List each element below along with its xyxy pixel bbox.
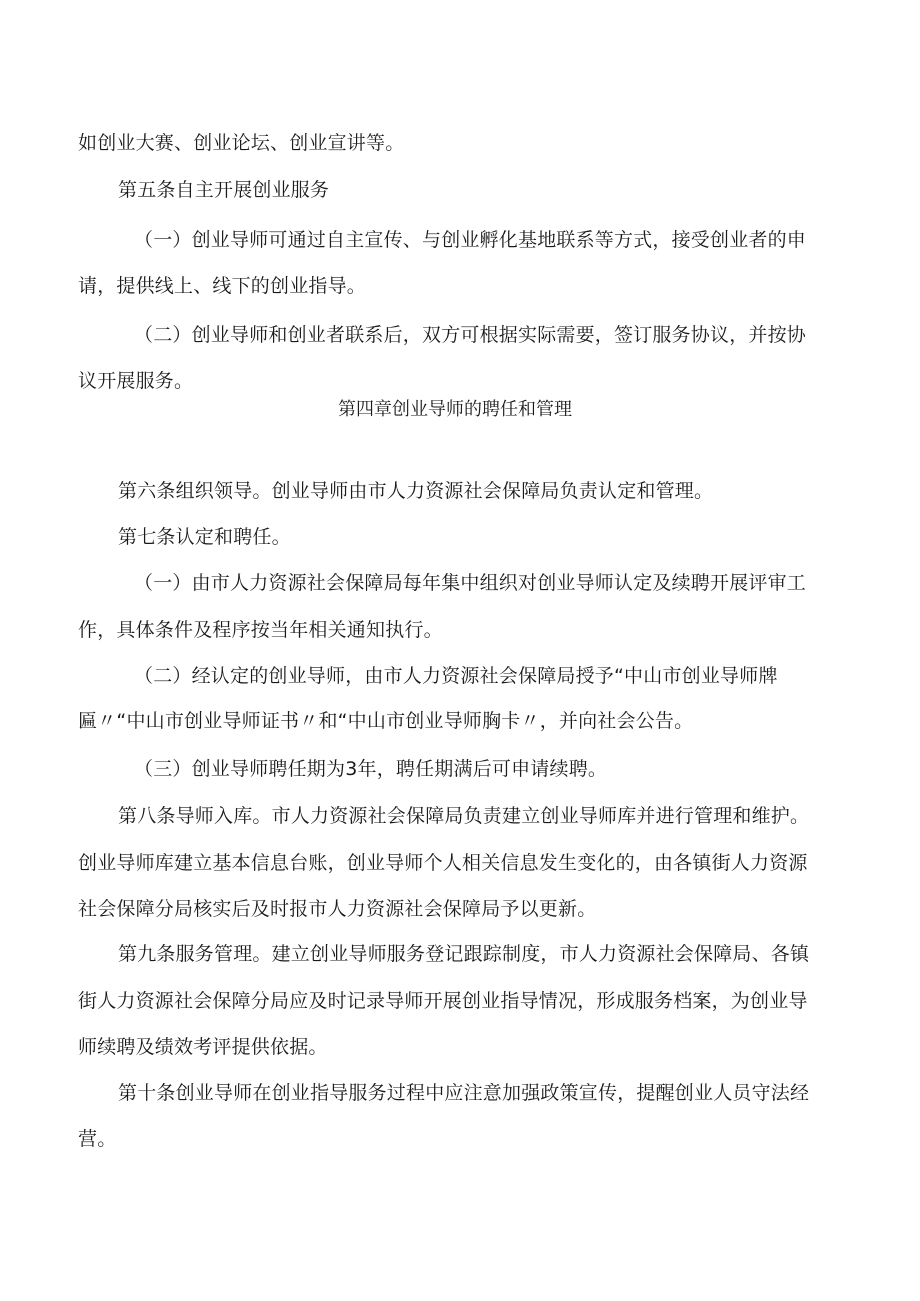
- paragraph-line: 作，具体条件及程序按当年相关通知执行。: [78, 619, 443, 641]
- paragraph-line: （一）由市人力资源社会保障局每年集中组织对创业导师认定及续聘开展评审工: [134, 572, 807, 594]
- paragraph-line: 创业导师库建立基本信息台账，创业导师个人相关信息发生变化的，由各镇街人力资源: [78, 852, 808, 874]
- paragraph-line: 议开展服务。: [78, 370, 194, 392]
- paragraph-line: 营。: [78, 1128, 117, 1150]
- article-title: 第七条认定和聘任。: [118, 526, 291, 548]
- paragraph-line: （二）经认定的创业导师，由市人力资源社会保障局授予“中山市创业导师牌: [134, 665, 778, 687]
- chapter-heading: 第四章创业导师的聘任和管理: [338, 399, 572, 420]
- paragraph-line: 师续聘及绩效考评提供依据。: [78, 1036, 328, 1058]
- paragraph-line: 匾〃“中山市创业导师证书〃和“中山市创业导师胸卡〃，并向社会公告。: [78, 710, 694, 732]
- paragraph-line: （三）创业导师聘任期为3年，聘任期满后可申请续聘。: [134, 758, 608, 780]
- article-title: 第八条导师入库。市人力资源社会保障局负责建立创业导师库并进行管理和维护。: [118, 805, 810, 827]
- paragraph-line: 街人力资源社会保障分局应及时记录导师开展创业指导情况，形成服务档案，为创业导: [78, 990, 808, 1012]
- article-title: 第六条组织领导。创业导师由市人力资源社会保障局负责认定和管理。: [118, 480, 714, 502]
- paragraph-line: 社会保障分局核实后及时报市人力资源社会保障局予以更新。: [78, 898, 597, 920]
- paragraph-line: （二）创业导师和创业者联系后，双方可根据实际需要，签订服务协议，并按协: [134, 324, 807, 346]
- article-title: 第五条自主开展创业服务: [118, 179, 330, 201]
- article-title: 第九条服务管理。建立创业导师服务登记跟踪制度，市人力资源社会保障局、各镇: [118, 943, 810, 965]
- paragraph-line: 如创业大赛、创业论坛、创业宣讲等。: [78, 132, 405, 154]
- paragraph-line: （一）创业导师可通过自主宣传、与创业孵化基地联系等方式，接受创业者的申: [134, 229, 807, 251]
- paragraph-line: 请，提供线上、线下的创业指导。: [78, 275, 367, 297]
- article-title: 第十条创业导师在创业指导服务过程中应注意加强政策宣传，提醒创业人员守法经: [118, 1082, 810, 1104]
